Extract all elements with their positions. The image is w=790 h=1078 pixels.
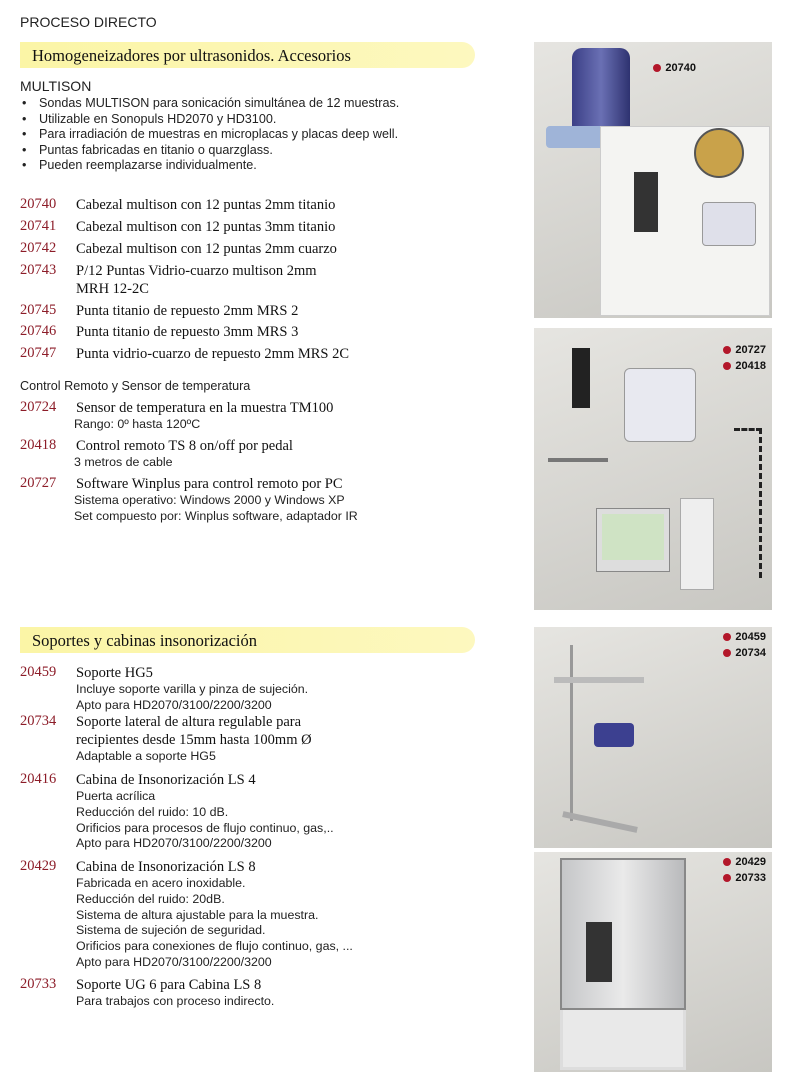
product-note: Para trabajos con proceso indirecto. [76,994,275,1008]
photo-tag: 20727 [723,344,766,356]
photo-tag: 20733 [723,872,766,884]
product-note: Incluye soporte varilla y pinza de sujeción. [76,682,309,696]
feature-bullet: • Pueden reemplazarse individualmente. [20,158,399,174]
product-item [20,345,470,363]
product-note: Fabricada en acero inoxidable. [76,876,246,890]
product-description: Soporte lateral de altura regulable para [76,714,302,730]
product-item [20,240,470,258]
product-code: 20734 [20,713,57,729]
product-description: Sensor de temperatura en la muestra TM100 [76,400,334,416]
product-item [20,218,470,236]
product-item [20,196,470,214]
product-description: Soporte UG 6 para Cabina LS 8 [76,977,262,993]
product-code: 20740 [20,196,57,212]
product-code: 20418 [20,437,57,453]
product-description: Cabezal multison con 12 puntas 3mm titanio [76,219,336,235]
product-code: 20727 [20,475,57,491]
product-code: 20459 [20,664,57,680]
product-item [20,664,470,714]
product-item [20,399,470,433]
product-item [20,323,470,341]
photo-tag: 20734 [723,647,766,659]
product-note: Adaptable a soporte HG5 [76,749,216,763]
product-code: 20743 [20,262,57,278]
page-kicker: PROCESO DIRECTO [20,14,157,30]
product-description: MRH 12-2C [76,281,149,297]
feature-bullet: • Utilizable en Sonopuls HD2070 y HD3100. [20,112,399,128]
product-note: Orificios para conexiones de flujo continuo, gas, ... [76,939,353,954]
feature-bullet: • Sondas MULTISON para sonicación simultánea de 12 muestras. [20,96,399,112]
stand-photo [534,627,772,848]
photo-tag: 20429 [723,856,766,868]
product-item [20,302,470,320]
product-code: 20724 [20,399,57,415]
product-item [20,475,470,525]
cabin-photo [534,852,772,1072]
product-code: 20741 [20,218,57,234]
product-note: Puerta acrílica [76,789,156,803]
product-note: Apto para HD2070/3100/2200/3200 [76,836,272,851]
product-note: 3 metros de cable [74,455,173,469]
product-note: Set compuesto por: Winplus software, adaptador IR [74,508,358,523]
remote-heading: Control Remoto y Sensor de temperatura [20,379,251,393]
section-title-ultrasonic: Homogeneizadores por ultrasonidos. Accesorios [20,42,475,68]
multison-photo [534,42,772,318]
product-note: Apto para HD2070/3100/2200/3200 [76,954,272,969]
product-description: Software Winplus para control remoto por PC [76,476,343,492]
product-note: Sistema de sujeción de seguridad. [76,923,266,938]
product-description: Cabina de Insonorización LS 4 [76,772,256,788]
product-note: Reducción del ruido: 20dB. [76,891,225,906]
feature-list [20,96,399,174]
product-description: Control remoto TS 8 on/off por pedal [76,438,293,454]
product-note: Reducción del ruido: 10 dB. [76,804,229,819]
product-description: Cabina de Insonorización LS 8 [76,859,256,875]
product-code: 20733 [20,976,57,992]
product-code: 20745 [20,302,57,318]
product-code: 20742 [20,240,57,256]
photo-tag: 20459 [723,631,766,643]
remote-software-photo [534,328,772,610]
product-description: P/12 Puntas Vidrio-cuarzo multison 2mm [76,263,317,279]
product-item [20,437,470,471]
product-note: Rango: 0º hasta 120ºC [74,417,201,431]
photo-tag: 20418 [723,360,766,372]
product-description: Cabezal multison con 12 puntas 2mm titanio [76,197,336,213]
product-description: Punta vidrio-cuarzo de repuesto 2mm MRS 2C [76,346,350,362]
product-code: 20429 [20,858,57,874]
product-item [20,858,470,971]
product-description: Soporte HG5 [76,665,153,681]
product-code: 20747 [20,345,57,361]
product-description: Cabezal multison con 12 puntas 2mm cuarzo [76,241,337,257]
product-note: Sistema de altura ajustable para la muestra. [76,907,319,922]
product-description: recipientes desde 15mm hasta 100mm Ø [76,732,312,748]
product-item [20,262,470,298]
product-note: Orificios para procesos de flujo continuo, gas,.. [76,820,334,835]
product-code: 20746 [20,323,57,339]
feature-bullet: • Para irradiación de muestras en microplacas y placas deep well. [20,127,399,143]
product-code: 20416 [20,771,57,787]
multison-subtitle: MULTISON [20,78,92,94]
product-item [20,713,470,765]
product-item [20,771,470,852]
product-note: Apto para HD2070/3100/2200/3200 [76,697,272,712]
product-description: Punta titanio de repuesto 2mm MRS 2 [76,303,299,319]
photo-tag: 20740 [653,62,696,74]
product-item [20,976,470,1010]
product-description: Punta titanio de repuesto 3mm MRS 3 [76,324,299,340]
product-note: Sistema operativo: Windows 2000 y Windows XP [74,493,345,507]
section-title-supports: Soportes y cabinas insonorización [20,627,475,653]
feature-bullet: • Puntas fabricadas en titanio o quarzglass. [20,143,399,159]
